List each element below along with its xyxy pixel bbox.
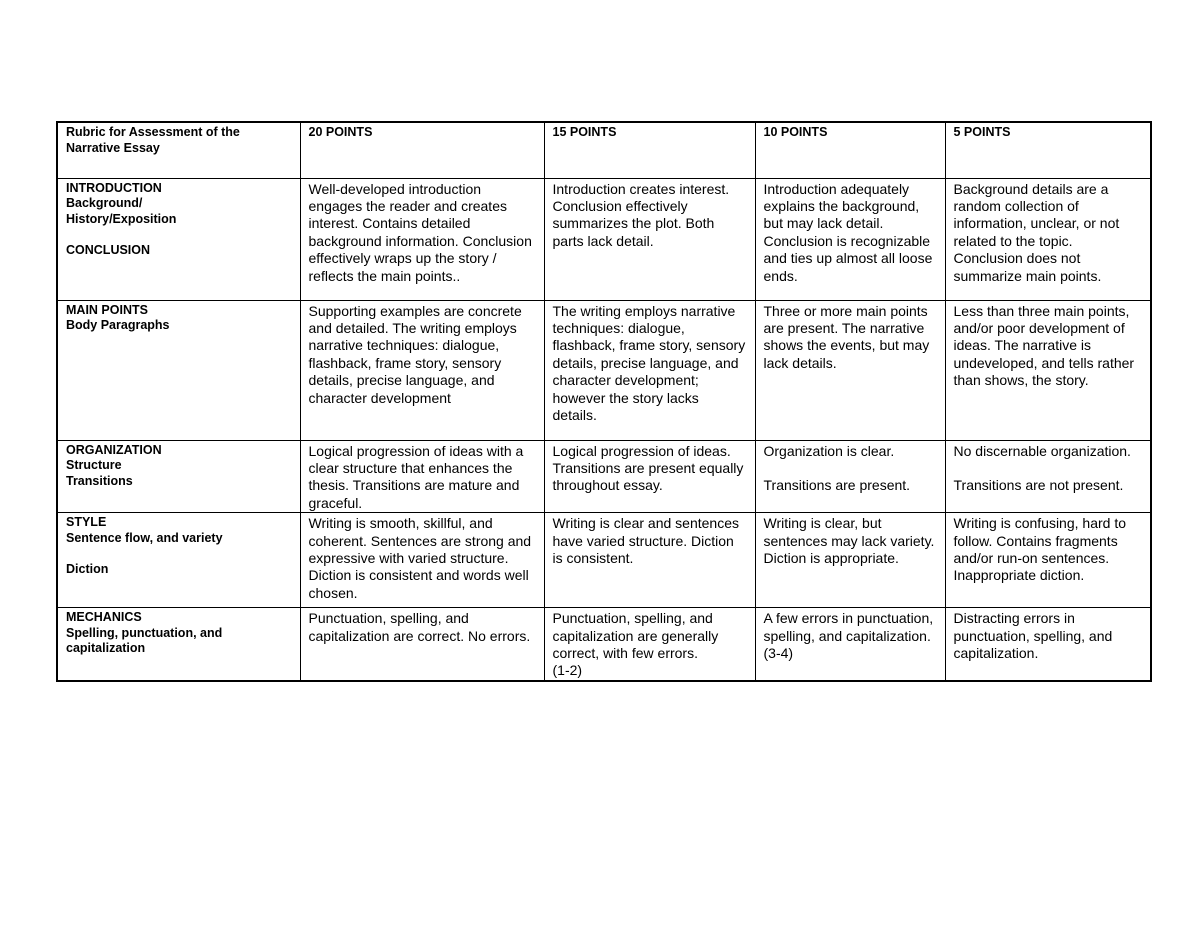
rubric-table <box>56 121 1152 682</box>
cell-style-15: Writing is clear and sentences have varied structure. Diction is consistent. <box>544 513 755 608</box>
criterion-organization <box>57 440 300 513</box>
criterion-spacer <box>66 546 292 562</box>
row-organization <box>57 440 1151 513</box>
cell-organization-15: Logical progression of ideas. Transitions are present equally throughout essay. <box>544 440 755 513</box>
criterion-line: ORGANIZATION <box>66 442 162 457</box>
row-mechanics <box>57 608 1151 681</box>
criterion-mechanics <box>57 608 300 681</box>
cell-introduction-15: Introduction creates interest. Conclusion effectively summarizes the plot. Both parts lack detail. <box>544 178 755 300</box>
row-introduction <box>57 178 1151 300</box>
cell-organization-20: Logical progression of ideas with a clear structure that enhances the thesis. Transitions are mature and graceful. <box>300 440 544 513</box>
cell-introduction-5: Background details are a random collection of information, unclear, or not related to the topic. Conclusion does not summarize main points. <box>945 178 1151 300</box>
rubric-title <box>57 122 300 178</box>
cell-main-points-10: Three or more main points are present. The narrative shows the events, but may lack details. <box>755 300 945 440</box>
cell-style-5: Writing is confusing, hard to follow. Contains fragments and/or run-on sentences. Inappropriate diction. <box>945 513 1151 608</box>
header-row <box>57 122 1151 178</box>
criterion-line: Diction <box>66 561 109 576</box>
cell-introduction-20: Well-developed introduction engages the reader and creates interest. Contains detailed background information. Conclusion effectively wraps up the story / reflects the main points.. <box>300 178 544 300</box>
criterion-introduction <box>57 178 300 300</box>
criterion-line: CONCLUSION <box>66 242 151 257</box>
column-header-10-points: 10 POINTS <box>755 122 945 178</box>
cell-main-points-15: The writing employs narrative techniques: dialogue, flashback, frame story, sensory details, precise language, and character development; however the story lacks details. <box>544 300 755 440</box>
criterion-line: STYLE <box>66 515 107 530</box>
column-header-20-points: 20 POINTS <box>300 122 544 178</box>
criterion-style <box>57 513 300 608</box>
rubric-title-line-2: Narrative Essay <box>66 140 160 155</box>
criterion-line: Spelling, punctuation, and <box>66 625 223 640</box>
cell-mechanics-20: Punctuation, spelling, and capitalization are correct. No errors. <box>300 608 544 681</box>
cell-mechanics-5: Distracting errors in punctuation, spelling, and capitalization. <box>945 608 1151 681</box>
criterion-line: MECHANICS <box>66 610 142 625</box>
cell-organization-10: Organization is clear. Transitions are present. <box>755 440 945 513</box>
cell-main-points-5: Less than three main points, and/or poor development of ideas. The narrative is undeveloped, and tells rather than shows, the story. <box>945 300 1151 440</box>
row-style <box>57 513 1151 608</box>
criterion-line: INTRODUCTION <box>66 180 162 195</box>
cell-style-20: Writing is smooth, skillful, and coherent. Sentences are strong and expressive with varied structure. Diction is consistent and words well chosen. <box>300 513 544 608</box>
row-main-points <box>57 300 1151 440</box>
criterion-line: Body Paragraphs <box>66 318 170 333</box>
column-header-5-points: 5 POINTS <box>945 122 1151 178</box>
criterion-line: Sentence flow, and variety <box>66 530 223 545</box>
criterion-line: Transitions <box>66 473 133 488</box>
cell-style-10: Writing is clear, but sentences may lack variety. Diction is appropriate. <box>755 513 945 608</box>
column-header-15-points: 15 POINTS <box>544 122 755 178</box>
cell-organization-5: No discernable organization. Transitions are not present. <box>945 440 1151 513</box>
criterion-line: Background/ <box>66 196 143 211</box>
cell-mechanics-10: A few errors in punctuation, spelling, and capitalization. (3-4) <box>755 608 945 681</box>
criterion-spacer <box>66 227 292 243</box>
criterion-line: History/Exposition <box>66 211 177 226</box>
criterion-line: Structure <box>66 458 122 473</box>
rubric-title-line-1: Rubric for Assessment of the <box>66 125 240 139</box>
cell-mechanics-15: Punctuation, spelling, and capitalization are generally correct, with few errors. (1-2) <box>544 608 755 681</box>
criterion-line: MAIN POINTS <box>66 302 148 317</box>
cell-main-points-20: Supporting examples are concrete and detailed. The writing employs narrative techniques: dialogue, flashback, frame story, sensory details, precise language, and character development <box>300 300 544 440</box>
cell-introduction-10: Introduction adequately explains the background, but may lack detail. Conclusion is recognizable and ties up almost all loose ends. <box>755 178 945 300</box>
criterion-line: capitalization <box>66 641 146 656</box>
criterion-main-points <box>57 300 300 440</box>
